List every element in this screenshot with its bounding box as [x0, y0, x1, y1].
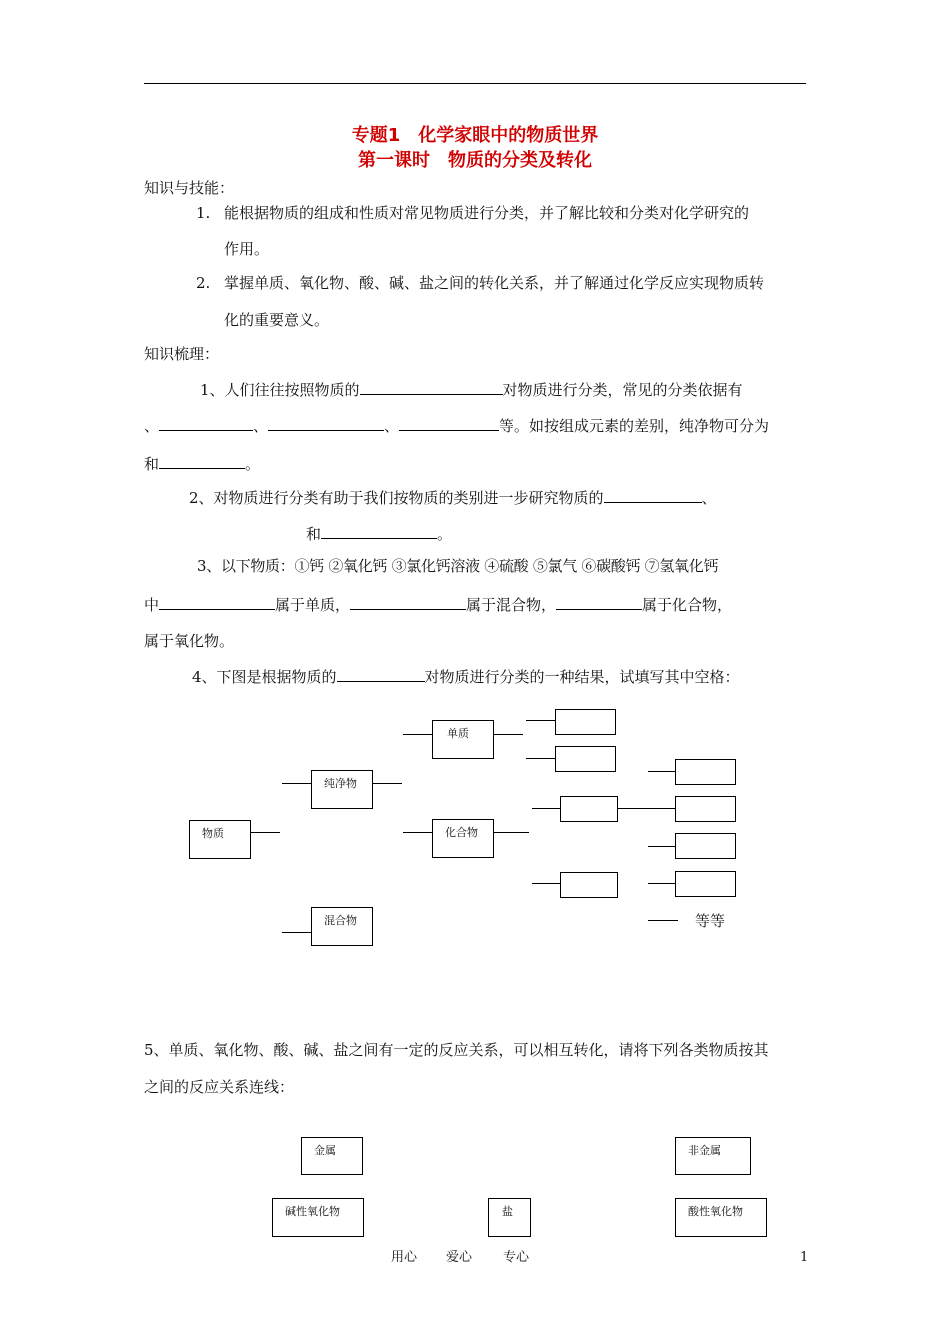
question-3-line-2: [144, 593, 732, 615]
box-acidic-oxide-label: 酸性氧化物: [688, 1205, 743, 1218]
section-heading-skills: 知识与技能：: [144, 179, 235, 197]
tree-connector: [282, 783, 311, 784]
question-1-line-2: [144, 414, 769, 436]
q1-text-c: 、: [144, 417, 160, 435]
q4-text-b: 对物质进行分类的一种结果，试填写其中空格：: [424, 668, 740, 686]
tree-connector: [532, 883, 560, 884]
question-4-line-1: [192, 665, 740, 687]
tree-blank-box[interactable]: [555, 709, 616, 735]
goal-2-number: 2.: [196, 274, 211, 292]
q3-text-d: 属于混合物，: [466, 596, 557, 614]
tree-connector: [403, 734, 432, 735]
tree-connector: [648, 846, 675, 847]
section-heading-review: 知识梳理：: [144, 345, 220, 363]
q4-blank-1[interactable]: [337, 665, 425, 682]
tree-box-root: [189, 820, 251, 859]
header-rule: [144, 83, 806, 84]
tree-connector: [618, 808, 648, 809]
q1-blank-4[interactable]: [399, 414, 499, 431]
footer-word-1: 用心: [391, 1250, 418, 1265]
tree-connector: [532, 808, 560, 809]
q3-text-c: 属于单质，: [275, 596, 351, 614]
q1-text-f: 等。如按组成元素的差别，纯净物可分为: [499, 417, 770, 435]
tree-connector: [648, 771, 675, 772]
question-5-line-1: 5、单质、氧化物、酸、碱、盐之间有一定的反应关系，可以相互转化，请将下列各类物质按其: [144, 1041, 769, 1059]
box-nonmetal-label: 非金属: [688, 1144, 721, 1157]
box-acidic-oxide[interactable]: [675, 1198, 767, 1237]
q1-text-a: 1、人们往往按照物质的: [200, 381, 360, 399]
tree-connector: [251, 832, 280, 833]
q2-text-b: 、: [701, 489, 717, 507]
goal-1-line-1: 能根据物质的组成和性质对常见物质进行分类，并了解比较和分类对化学研究的: [224, 204, 750, 222]
q1-text-g: 和: [144, 455, 160, 473]
q3-text-e: 属于化合物，: [642, 596, 733, 614]
question-5-line-2: 之间的反应关系连线：: [144, 1078, 295, 1096]
question-2-line-1: [189, 486, 717, 508]
tree-box-element: [432, 720, 494, 759]
box-metal[interactable]: [301, 1137, 363, 1175]
tree-blank-box[interactable]: [675, 759, 736, 785]
tree-element-label: 单质: [447, 727, 469, 740]
goal-2-line-1: 掌握单质、氧化物、酸、碱、盐之间的转化关系，并了解通过化学反应实现物质转: [224, 274, 765, 292]
question-3-line-1: 3、以下物质：①钙 ②氧化钙 ③氯化钙溶液 ④硫酸 ⑤氯气 ⑥碳酸钙 ⑦氢氧化钙: [197, 557, 719, 575]
tree-blank-box[interactable]: [555, 746, 616, 772]
tree-blank-box[interactable]: [675, 833, 736, 859]
tree-connector: [648, 883, 675, 884]
goal-1-line-2: 作用。: [224, 240, 270, 258]
tree-blank-box[interactable]: [675, 796, 736, 822]
q1-text-e: 、: [384, 417, 400, 435]
q1-blank-1[interactable]: [360, 378, 503, 395]
tree-etc-dash: [648, 920, 678, 921]
q2-blank-2[interactable]: [321, 522, 437, 539]
box-salt[interactable]: [488, 1198, 531, 1237]
box-basic-oxide-label: 碱性氧化物: [285, 1205, 340, 1218]
q1-blank-2[interactable]: [159, 414, 253, 431]
q3-blank-2[interactable]: [350, 593, 466, 610]
question-2-line-2: [306, 522, 452, 544]
q3-text-b: 中: [144, 596, 160, 614]
tree-connector: [373, 783, 402, 784]
tree-connector: [494, 734, 523, 735]
q2-text-d: 。: [437, 525, 453, 543]
goal-2-line-2: 化的重要意义。: [224, 311, 330, 329]
tree-connector: [403, 832, 432, 833]
question-1-line-1: [200, 378, 743, 400]
tree-blank-box[interactable]: [560, 872, 618, 898]
question-3-line-3: 属于氧化物。: [144, 632, 235, 650]
q1-blank-5[interactable]: [159, 452, 245, 469]
box-basic-oxide[interactable]: [272, 1198, 364, 1237]
tree-mixture-label: 混合物: [324, 914, 357, 927]
tree-blank-box[interactable]: [560, 796, 618, 822]
tree-connector: [526, 720, 555, 721]
goal-1-number: 1.: [196, 204, 211, 222]
box-salt-label: 盐: [502, 1205, 513, 1218]
tree-connector: [648, 808, 675, 809]
box-nonmetal[interactable]: [675, 1137, 751, 1175]
q1-blank-3[interactable]: [268, 414, 384, 431]
q2-text-c: 和: [306, 525, 322, 543]
tree-etc-label: 等等: [695, 912, 726, 930]
page-number: 1: [800, 1250, 809, 1265]
q1-text-b: 对物质进行分类，常见的分类依据有: [502, 381, 743, 399]
tree-connector: [526, 758, 555, 759]
q2-text-a: 2、对物质进行分类有助于我们按物质的类别进一步研究物质的: [189, 489, 604, 507]
tree-box-pure: [311, 770, 373, 809]
tree-root-label: 物质: [202, 827, 224, 840]
tree-compound-label: 化合物: [445, 826, 478, 839]
title-line-1: 专题1 化学家眼中的物质世界: [351, 125, 599, 146]
box-metal-label: 金属: [314, 1144, 336, 1157]
q4-text-a: 4、下图是根据物质的: [192, 668, 337, 686]
question-1-line-3: [144, 452, 260, 474]
q3-blank-1[interactable]: [159, 593, 275, 610]
title-line-2: 第一课时 物质的分类及转化: [358, 150, 592, 171]
footer-word-2: 爱心: [446, 1250, 473, 1265]
tree-connector: [282, 932, 311, 933]
q3-blank-3[interactable]: [556, 593, 642, 610]
q1-text-d: 、: [253, 417, 269, 435]
q1-text-h: 。: [245, 455, 261, 473]
q2-blank-1[interactable]: [604, 486, 702, 503]
tree-box-compound: [432, 819, 494, 858]
tree-blank-box[interactable]: [675, 871, 736, 897]
tree-pure-label: 纯净物: [324, 777, 357, 790]
footer-word-3: 专心: [503, 1250, 530, 1265]
tree-connector: [494, 832, 529, 833]
tree-box-mixture: [311, 907, 373, 946]
